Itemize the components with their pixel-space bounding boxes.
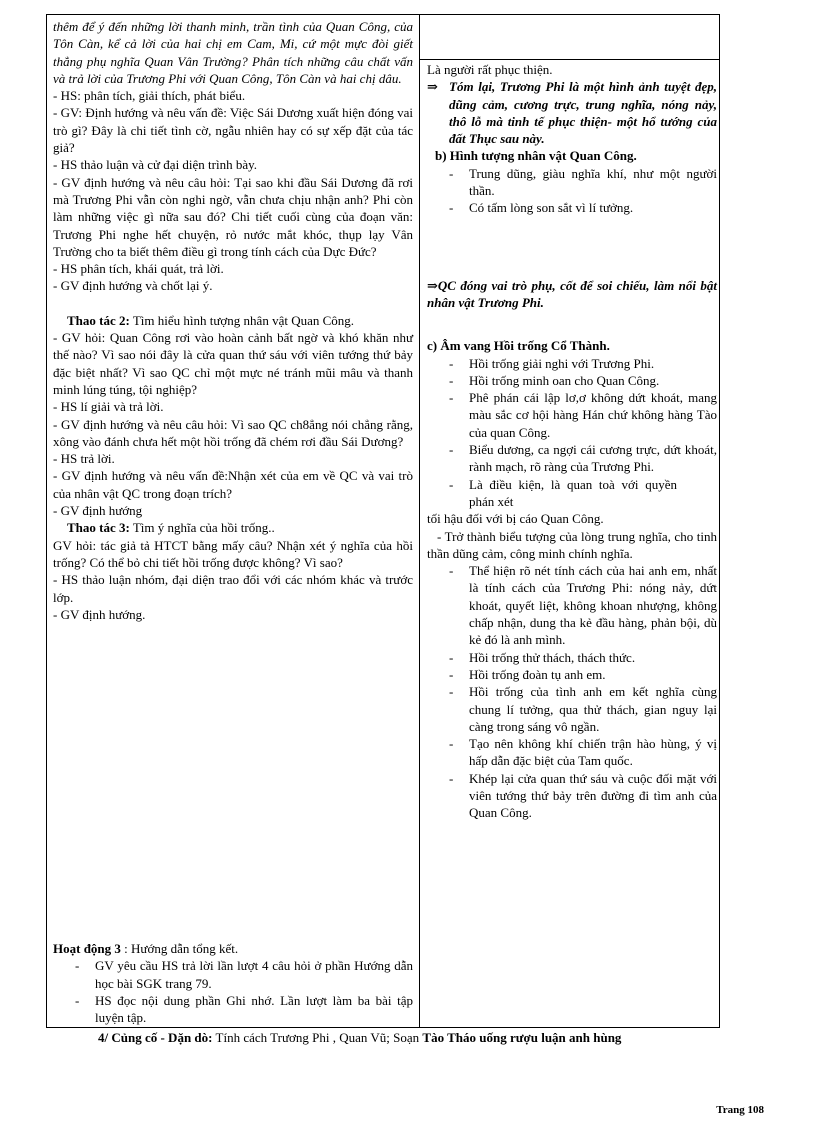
list-item: - Hồi trống giải nghi với Trương Phi.: [427, 355, 717, 372]
left-paragraph: - GV định hướng và chốt lại ý.: [53, 278, 213, 294]
lesson-table: [46, 14, 720, 1028]
left-paragraph: - GV định hướng và nêu câu hỏi: Tại sao khi đầu Sái Dương đã rơi mà Trương Phi vẫn còn nghi ngờ, vẫn chưa chịu nhận anh? Phi còn làm những việc gì nữa sau đó? Chi tiết cuối cùng của đoạn văn: Trương Phi nghe hết chuyện, rỏ nước mắt khóc, thụp lạy Vân Trường cho ta biết thêm điều gì trong tính cách của Dực Đức?: [53, 174, 413, 259]
left-paragraph: - GV định hướng.: [53, 606, 146, 622]
list-item: - HS đọc nội dung phần Ghi nhớ. Lần lượt làm ba bài tập luyện tập.: [53, 992, 413, 1027]
left-paragraph: - GV định hướng và nêu câu hỏi: Vì sao QC ch8ẳng nói chẳng rằng, xông vào đánh chưa hết một hồi trống đã chém rơi đầu Sái Dương?: [53, 416, 413, 449]
activity-3-heading: Thao tác 3: Tìm ý nghĩa của hồi trống..: [67, 520, 275, 536]
list-item: - Hồi trống thử thách, thách thức.: [427, 649, 717, 666]
consolidation-line: 4/ Củng cố - Dặn dò: Tính cách Trương Phi , Quan Vũ; Soạn Tào Tháo uống rượu luận anh hùng: [98, 1030, 622, 1045]
list-item: - Trung dũng, giàu nghĩa khí, như một người thần.: [427, 165, 717, 200]
right-column: [427, 61, 717, 822]
list-item: - Thể hiện rõ nét tính cách của hai anh em, nhất là tính cách của Trương Phi: nóng nảy, dứt khoát, quyết liệt, không khoan nhượng, không chấp nhận, dung tha kẻ đầu hàng, phản bội, dù kẻ đó là anh mình.: [427, 562, 717, 648]
activity-3-block: [53, 940, 413, 1026]
section-c-heading: c) Âm vang Hồi trống Cổ Thành.: [427, 338, 610, 354]
left-paragraph: - GV hỏi: Quan Công rơi vào hoàn cảnh bất ngờ và khó khăn như thế nào? Vì sao nói đây là cửa quan thứ sáu với viên tướng thứ bảy đặc biệt nhất? Vì sao QC chỉ một mực né tránh mũi mâu và thanh minh lúng túng, tội nghiệp?: [53, 330, 413, 397]
list-item: - Hồi trống minh oan cho Quan Công.: [427, 372, 717, 389]
page-number: Trang 108: [716, 1104, 764, 1116]
section-b-heading: b) Hình tượng nhân vật Quan Công.: [435, 148, 637, 164]
list-item: - Có tấm lòng son sắt vì lí tưởng.: [427, 199, 717, 216]
right-paragraph: Là người rất phục thiện.: [427, 62, 553, 77]
list-item: - Biểu dương, ca ngợi cái cương trực, dứt khoát, rành mạch, rõ ràng của Trương Phi.: [427, 441, 717, 476]
list-item: - GV yêu cầu HS trả lời lần lượt 4 câu hỏi ở phần Hướng dẫn học bài SGK trang 79.: [53, 957, 413, 992]
left-paragraph: - GV: Định hướng và nêu vấn đề: Việc Sái Dương xuất hiện đóng vai trò gì? Đây là chi tiết tình cờ, ngẫu nhiên hay có sự xếp đặt của tác giả?: [53, 105, 413, 156]
left-paragraph: - HS thảo luận và cử đại diện trình bày.: [53, 157, 258, 173]
left-paragraph: - HS lí giải và trả lời.: [53, 399, 164, 415]
left-paragraph: - HS: phân tích, giải thích, phát biểu.: [53, 88, 246, 104]
left-paragraph: - HS thảo luận nhóm, đại diện trao đổi với các nhóm khác và trước lớp.: [53, 572, 413, 605]
list-item: - Phê phán cái lập lơ,ơ không dứt khoát, mang màu sắc cơ hội hàng Hán chứ không hàng Tào của quan Công.: [427, 389, 717, 441]
summary-block: ⇒ Tóm lại, Trương Phi là một hình ảnh tuyệt đẹp, dũng cảm, cương trực, trung nghĩa, nóng nảy, thô lỗ mà tinh tế phục thiện- một hổ tướng của đất Thục sau này.: [427, 79, 717, 147]
left-paragraph: - HS trả lời.: [53, 451, 115, 467]
left-column: [53, 18, 413, 623]
row-divider: [419, 59, 719, 60]
arrow-icon: ⇒: [427, 79, 438, 95]
list-item: - Tạo nên không khí chiến trận hào hùng, ý vị hấp dẫn đặc biệt của Tam quốc.: [427, 735, 717, 770]
column-divider: [419, 15, 420, 1027]
activity-2-heading: Thao tác 2: Tìm hiểu hình tượng nhân vật Quan Công.: [67, 312, 355, 328]
right-paragraph: - Trở thành biểu tượng của lòng trung nghĩa, cho tinh thần dũng cảm, công minh chính nghĩa.: [427, 528, 717, 561]
qc-role-note: ⇒QC đóng vai trò phụ, cốt để soi chiếu, làm nổi bật nhân vật Trương Phi.: [427, 277, 717, 310]
left-paragraph: GV hỏi: tác giả tả HTCT bằng mấy câu? Nhận xét ý nghĩa của hồi trống? Có thể bỏ chi tiết hồi trống được không? Vì sao?: [53, 537, 413, 570]
left-paragraph: - GV định hướng: [53, 503, 143, 519]
left-paragraph: - GV định hướng và nêu vấn đề:Nhận xét của em về QC và vai trò của nhân vật QC trong đoạn trích?: [53, 468, 413, 501]
list-item: - Khép lại cửa quan thứ sáu và cuộc đối mặt với viên tướng thứ bảy trên đường đi tìm anh của Quan Công.: [427, 770, 717, 822]
left-paragraph: - HS phân tích, khái quát, trả lời.: [53, 261, 224, 277]
right-paragraph: tối hậu đối với bị cáo Quan Công.: [427, 511, 604, 527]
activity-3-title: Hoạt động 3 : Hướng dẫn tổng kết.: [53, 941, 239, 956]
list-item: - Là điều kiện, là quan toà với quyền phán xét: [427, 476, 717, 511]
list-item: - Hồi trống đoàn tụ anh em.: [427, 666, 717, 683]
left-paragraph: thêm để ý đến những lời thanh minh, trần tình của Quan Công, của Tôn Càn, kể cả lời của hai chị em Cam, Mi, cứ một mực đòi giết thẳng phụ nghĩa Quan Vân Trường? Phân tích những câu chất vấn và trả lời của Trương Phi với Quan Công, Tôn Càn và hai chị dâu.: [53, 19, 413, 86]
list-item: - Hồi trống của tình anh em kết nghĩa cùng chung lí tưởng, qua thử thách, gian nguy lại càng trong sáng vô ngần.: [427, 683, 717, 735]
